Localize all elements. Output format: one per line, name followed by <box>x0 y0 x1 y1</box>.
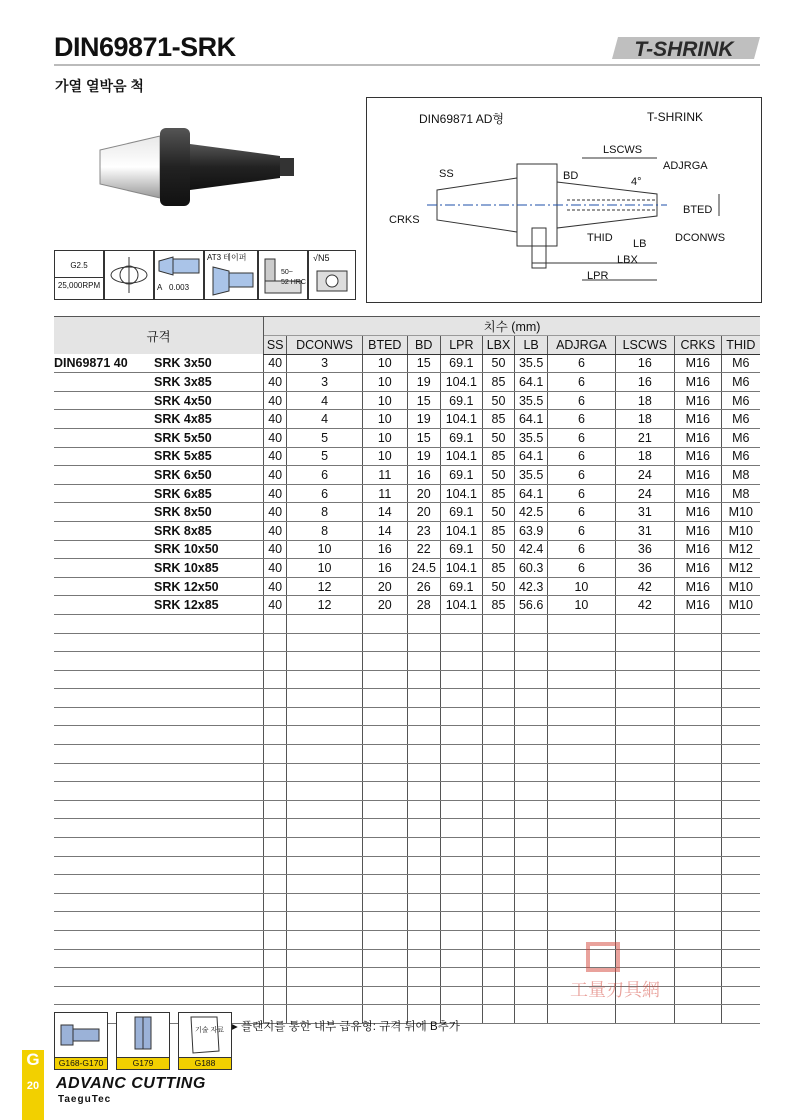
title-divider <box>54 64 760 66</box>
value-cell: 64.1 <box>515 447 548 466</box>
value-cell: 10 <box>362 428 407 447</box>
page-number: 20 <box>26 1080 40 1092</box>
model-prefix <box>54 521 152 540</box>
value-cell: 56.6 <box>515 596 548 615</box>
value-cell: 11 <box>362 484 407 503</box>
value-cell: 35.5 <box>515 354 548 373</box>
value-cell: 16 <box>615 354 674 373</box>
col-header: LB <box>515 336 548 355</box>
surface-icon: √N5 <box>308 250 356 300</box>
value-cell: M16 <box>675 354 722 373</box>
value-cell: 104.1 <box>440 559 482 578</box>
value-cell: 85 <box>482 447 514 466</box>
svg-text:工量刃具網: 工量刃具網 <box>570 980 660 1001</box>
model-prefix: DIN69871 40 <box>54 354 152 373</box>
value-cell: 40 <box>264 577 287 596</box>
value-cell: 50 <box>482 466 514 485</box>
value-cell: 20 <box>407 503 440 522</box>
value-cell: 18 <box>615 391 674 410</box>
spec-icons <box>54 250 354 300</box>
value-cell: 40 <box>264 521 287 540</box>
model-prefix <box>54 466 152 485</box>
value-cell: 40 <box>264 596 287 615</box>
table-row <box>54 540 760 559</box>
value-cell: M6 <box>721 410 760 429</box>
col-header: CRKS <box>675 336 722 355</box>
value-cell: 85 <box>482 484 514 503</box>
value-cell: 12 <box>287 577 363 596</box>
runout-icon: A 0.003 <box>154 250 204 300</box>
col-header: DCONWS <box>287 336 363 355</box>
value-cell: 85 <box>482 596 514 615</box>
value-cell: 3 <box>287 373 363 392</box>
balance-icon: G2.5 25,000RPM <box>54 250 104 300</box>
value-cell: 40 <box>264 391 287 410</box>
spec-cell: SRK 5x50 <box>152 428 264 447</box>
value-cell: 36 <box>615 559 674 578</box>
product-photo <box>90 122 320 212</box>
value-cell: 18 <box>615 447 674 466</box>
value-cell: 42.3 <box>515 577 548 596</box>
value-cell: 42 <box>615 596 674 615</box>
value-cell: M10 <box>721 577 760 596</box>
empty-row <box>54 745 760 764</box>
value-cell: 10 <box>362 354 407 373</box>
value-cell: 69.1 <box>440 354 482 373</box>
empty-row <box>54 633 760 652</box>
value-cell: 40 <box>264 354 287 373</box>
value-cell: 10 <box>287 540 363 559</box>
value-cell: 11 <box>362 466 407 485</box>
model-prefix <box>54 447 152 466</box>
value-cell: 6 <box>548 503 616 522</box>
value-cell: M12 <box>721 559 760 578</box>
value-cell: M16 <box>675 596 722 615</box>
value-cell: 24 <box>615 484 674 503</box>
value-cell: 85 <box>482 373 514 392</box>
value-cell: 15 <box>407 391 440 410</box>
empty-row <box>54 893 760 912</box>
value-cell: 12 <box>287 596 363 615</box>
value-cell: M10 <box>721 503 760 522</box>
value-cell: 20 <box>407 484 440 503</box>
empty-row <box>54 689 760 708</box>
col-header: ADJRGA <box>548 336 616 355</box>
drawing-din-label: DIN69871 AD형 <box>419 112 504 126</box>
value-cell: M16 <box>675 391 722 410</box>
value-cell: 6 <box>287 466 363 485</box>
table-row <box>54 484 760 503</box>
value-cell: 40 <box>264 559 287 578</box>
empty-row <box>54 670 760 689</box>
value-cell: 69.1 <box>440 503 482 522</box>
empty-row <box>54 912 760 931</box>
technical-drawing: DIN69871 AD형 T-SHRINK LSCWS ADJRGA SS BD 4° CRKS BTED THID LB DCONWS LBX LPR <box>366 97 762 303</box>
col-header: SS <box>264 336 287 355</box>
model-prefix <box>54 373 152 392</box>
value-cell: 50 <box>482 540 514 559</box>
value-cell: 40 <box>264 503 287 522</box>
value-cell: 69.1 <box>440 466 482 485</box>
value-cell: 19 <box>407 447 440 466</box>
table-row <box>54 503 760 522</box>
value-cell: 24 <box>615 466 674 485</box>
drawing-brand-label: T-SHRINK <box>647 110 704 124</box>
value-cell: 50 <box>482 577 514 596</box>
spec-cell: SRK 6x50 <box>152 466 264 485</box>
value-cell: 69.1 <box>440 577 482 596</box>
spec-table <box>54 316 760 1024</box>
value-cell: 104.1 <box>440 447 482 466</box>
logo-text: T-SHRINK <box>634 38 734 61</box>
model-prefix <box>54 410 152 429</box>
value-cell: 6 <box>548 354 616 373</box>
value-cell: 24.5 <box>407 559 440 578</box>
value-cell: 19 <box>407 410 440 429</box>
spec-cell: SRK 3x85 <box>152 373 264 392</box>
value-cell: 22 <box>407 540 440 559</box>
empty-row <box>54 726 760 745</box>
value-cell: 16 <box>362 540 407 559</box>
value-cell: M6 <box>721 447 760 466</box>
value-cell: M6 <box>721 391 760 410</box>
value-cell: 69.1 <box>440 391 482 410</box>
model-prefix <box>54 503 152 522</box>
value-cell: 26 <box>407 577 440 596</box>
value-cell: 60.3 <box>515 559 548 578</box>
value-cell: 18 <box>615 410 674 429</box>
spec-cell: SRK 12x85 <box>152 596 264 615</box>
table-row <box>54 521 760 540</box>
model-prefix <box>54 391 152 410</box>
value-cell: 104.1 <box>440 373 482 392</box>
hardness-icon: 50~ 52 HRC <box>258 250 308 300</box>
spec-cell: SRK 8x50 <box>152 503 264 522</box>
value-cell: M8 <box>721 466 760 485</box>
value-cell: 16 <box>615 373 674 392</box>
value-cell: M16 <box>675 484 722 503</box>
value-cell: 42 <box>615 577 674 596</box>
value-cell: 3 <box>287 354 363 373</box>
table-row <box>54 559 760 578</box>
section-letter: G <box>26 1050 40 1069</box>
value-cell: 15 <box>407 428 440 447</box>
empty-row <box>54 838 760 857</box>
value-cell: 10 <box>362 447 407 466</box>
value-cell: M10 <box>721 596 760 615</box>
reference-icons <box>54 1012 230 1068</box>
value-cell: 50 <box>482 503 514 522</box>
value-cell: 10 <box>362 410 407 429</box>
value-cell: M16 <box>675 410 722 429</box>
value-cell: 35.5 <box>515 391 548 410</box>
spec-cell: SRK 8x85 <box>152 521 264 540</box>
value-cell: 40 <box>264 484 287 503</box>
value-cell: M16 <box>675 521 722 540</box>
value-cell: 20 <box>362 577 407 596</box>
value-cell: 64.1 <box>515 373 548 392</box>
value-cell: 42.5 <box>515 503 548 522</box>
col-header: LPR <box>440 336 482 355</box>
value-cell: 69.1 <box>440 428 482 447</box>
dim-group-header: 치수 (mm) <box>264 317 760 336</box>
value-cell: 10 <box>548 577 616 596</box>
value-cell: 10 <box>548 596 616 615</box>
value-cell: 40 <box>264 447 287 466</box>
gyro-icon <box>104 250 154 300</box>
value-cell: 36 <box>615 540 674 559</box>
spec-cell: SRK 10x50 <box>152 540 264 559</box>
value-cell: 14 <box>362 503 407 522</box>
empty-row <box>54 652 760 671</box>
table-row <box>54 410 760 429</box>
empty-row <box>54 763 760 782</box>
model-prefix <box>54 596 152 615</box>
value-cell: 35.5 <box>515 466 548 485</box>
value-cell: 20 <box>362 596 407 615</box>
value-cell: M10 <box>721 521 760 540</box>
page-title: DIN69871-SRK <box>54 32 236 62</box>
value-cell: 63.9 <box>515 521 548 540</box>
value-cell: M16 <box>675 373 722 392</box>
value-cell: 23 <box>407 521 440 540</box>
value-cell: 16 <box>407 466 440 485</box>
value-cell: 50 <box>482 391 514 410</box>
empty-row <box>54 614 760 633</box>
value-cell: 6 <box>548 521 616 540</box>
value-cell: 50 <box>482 428 514 447</box>
taper-icon: AT3 테이퍼 <box>204 250 258 300</box>
value-cell: 8 <box>287 503 363 522</box>
table-row <box>54 466 760 485</box>
value-cell: 40 <box>264 428 287 447</box>
table-row <box>54 373 760 392</box>
value-cell: 6 <box>287 484 363 503</box>
value-cell: 85 <box>482 410 514 429</box>
table-row <box>54 447 760 466</box>
value-cell: 31 <box>615 521 674 540</box>
empty-row <box>54 707 760 726</box>
model-prefix <box>54 540 152 559</box>
value-cell: 104.1 <box>440 484 482 503</box>
col-header: BTED <box>362 336 407 355</box>
value-cell: 50 <box>482 354 514 373</box>
value-cell: 28 <box>407 596 440 615</box>
col-header: LSCWS <box>615 336 674 355</box>
value-cell: 14 <box>362 521 407 540</box>
watermark <box>540 940 690 1010</box>
spec-column-header: 규격 <box>54 317 264 355</box>
ref-collet-icon[interactable]: G168-G170 <box>54 1012 108 1070</box>
value-cell: 5 <box>287 447 363 466</box>
ref-shrink-icon[interactable]: G179 <box>116 1012 170 1070</box>
value-cell: M16 <box>675 466 722 485</box>
value-cell: M6 <box>721 373 760 392</box>
value-cell: 31 <box>615 503 674 522</box>
empty-row <box>54 875 760 894</box>
value-cell: 6 <box>548 466 616 485</box>
value-cell: 40 <box>264 466 287 485</box>
value-cell: M16 <box>675 428 722 447</box>
table-row <box>54 428 760 447</box>
value-cell: 19 <box>407 373 440 392</box>
table-row <box>54 596 760 615</box>
value-cell: 64.1 <box>515 410 548 429</box>
section-tab <box>22 1050 44 1120</box>
spec-cell: SRK 5x85 <box>152 447 264 466</box>
value-cell: 69.1 <box>440 540 482 559</box>
value-cell: 85 <box>482 559 514 578</box>
model-prefix <box>54 559 152 578</box>
value-cell: 40 <box>264 373 287 392</box>
spec-cell: SRK 6x85 <box>152 484 264 503</box>
table-row <box>54 354 760 373</box>
value-cell: 40 <box>264 410 287 429</box>
value-cell: 6 <box>548 447 616 466</box>
value-cell: 6 <box>548 373 616 392</box>
value-cell: 6 <box>548 428 616 447</box>
value-cell: 104.1 <box>440 410 482 429</box>
empty-row <box>54 856 760 875</box>
brand-subtitle: TaeguTec <box>58 1094 112 1105</box>
value-cell: 16 <box>362 559 407 578</box>
col-header: BD <box>407 336 440 355</box>
spec-cell: SRK 12x50 <box>152 577 264 596</box>
col-header: THID <box>721 336 760 355</box>
value-cell: 104.1 <box>440 521 482 540</box>
footnote: ▸ 플랜지를 통한 내부 급유형: 규격 뒤에 B추가 <box>232 1021 460 1033</box>
empty-row <box>54 819 760 838</box>
value-cell: M6 <box>721 354 760 373</box>
model-prefix <box>54 577 152 596</box>
value-cell: 6 <box>548 391 616 410</box>
tool-outline <box>367 98 761 302</box>
model-prefix <box>54 484 152 503</box>
value-cell: 40 <box>264 540 287 559</box>
t-shrink-logo <box>612 33 760 63</box>
value-cell: 104.1 <box>440 596 482 615</box>
table-row <box>54 391 760 410</box>
empty-row <box>54 800 760 819</box>
table-row <box>54 577 760 596</box>
value-cell: 15 <box>407 354 440 373</box>
value-cell: M16 <box>675 503 722 522</box>
empty-row <box>54 782 760 801</box>
value-cell: M12 <box>721 540 760 559</box>
col-header: LBX <box>482 336 514 355</box>
value-cell: M16 <box>675 559 722 578</box>
value-cell: 85 <box>482 521 514 540</box>
spec-cell: SRK 10x85 <box>152 559 264 578</box>
value-cell: 6 <box>548 559 616 578</box>
value-cell: M8 <box>721 484 760 503</box>
ref-document-icon[interactable]: 기술 자료 G188 <box>178 1012 232 1070</box>
value-cell: 4 <box>287 391 363 410</box>
model-prefix <box>54 428 152 447</box>
value-cell: 6 <box>548 484 616 503</box>
value-cell: 10 <box>362 391 407 410</box>
value-cell: M16 <box>675 577 722 596</box>
value-cell: 4 <box>287 410 363 429</box>
value-cell: 21 <box>615 428 674 447</box>
value-cell: 42.4 <box>515 540 548 559</box>
value-cell: M16 <box>675 540 722 559</box>
value-cell: 8 <box>287 521 363 540</box>
value-cell: M6 <box>721 428 760 447</box>
spec-cell: SRK 3x50 <box>152 354 264 373</box>
spec-cell: SRK 4x50 <box>152 391 264 410</box>
spec-cell: SRK 4x85 <box>152 410 264 429</box>
value-cell: 10 <box>362 373 407 392</box>
value-cell: 35.5 <box>515 428 548 447</box>
value-cell: 6 <box>548 410 616 429</box>
brand-logo: ADVANC CUTTING <box>56 1075 206 1092</box>
value-cell: 5 <box>287 428 363 447</box>
value-cell: M16 <box>675 447 722 466</box>
value-cell: 64.1 <box>515 484 548 503</box>
value-cell: 10 <box>287 559 363 578</box>
page-subtitle: 가열 열박음 척 <box>55 78 144 94</box>
value-cell: 6 <box>548 540 616 559</box>
